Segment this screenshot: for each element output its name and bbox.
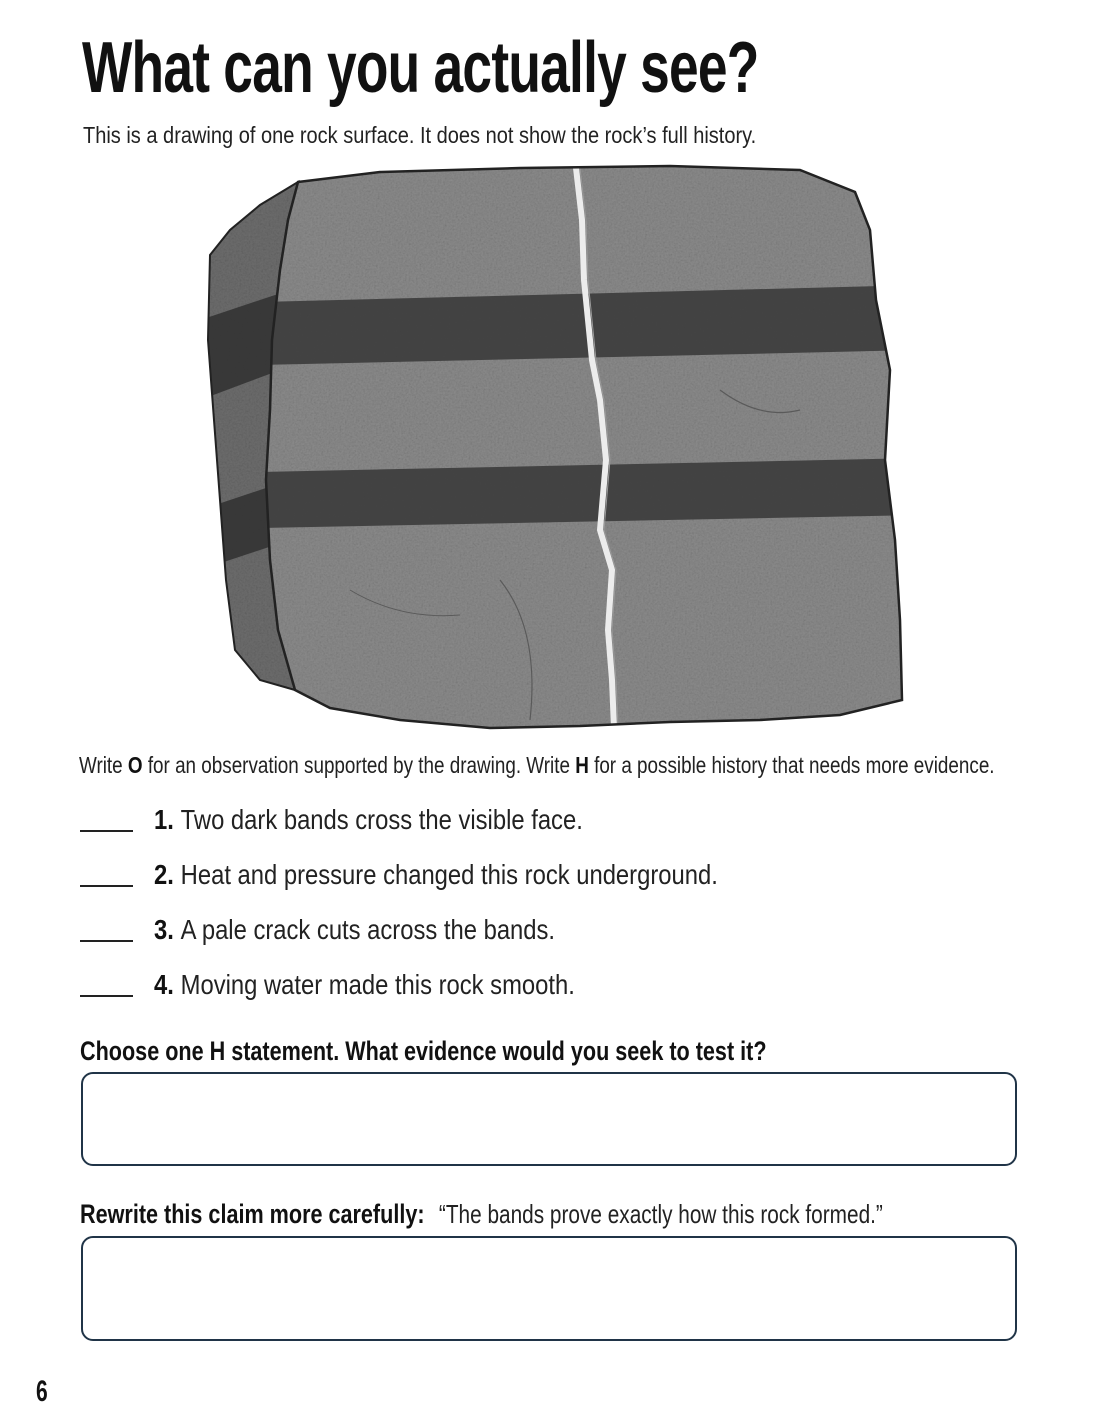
- rewrite-answer-box[interactable]: [81, 1236, 1017, 1341]
- item-text: Two dark bands cross the visible face.: [180, 804, 583, 835]
- page-title: What can you actually see?: [82, 28, 759, 108]
- list-item: [80, 967, 1020, 1022]
- item-number: 3.: [154, 914, 174, 945]
- instructions: Write O for an observation supported by the drawing. Write H for a possible history that needs more evidence.: [79, 752, 995, 778]
- list-item: [80, 857, 1020, 912]
- list-item: [80, 912, 1020, 967]
- item-text: Moving water made this rock smooth.: [180, 969, 575, 1000]
- rewrite-label: Rewrite this claim more carefully:: [80, 1199, 425, 1229]
- answer-blank-4[interactable]: [80, 995, 133, 997]
- answer-blank-1[interactable]: [80, 830, 133, 832]
- history-letter: H: [575, 752, 589, 778]
- claim-quote: “The bands prove exactly how this rock formed.”: [438, 1199, 883, 1229]
- banded-rock-illustration: [200, 160, 920, 740]
- item-number: 2.: [154, 859, 174, 890]
- answer-blank-2[interactable]: [80, 885, 133, 887]
- statement-list: [80, 802, 1020, 1022]
- page-subtitle: This is a drawing of one rock surface. It does not show the rock’s full history.: [83, 122, 757, 148]
- item-number: 1.: [154, 804, 174, 835]
- evidence-answer-box[interactable]: [81, 1072, 1017, 1166]
- page-number: 6: [36, 1375, 48, 1408]
- rewrite-question: [80, 1197, 883, 1231]
- answer-blank-3[interactable]: [80, 940, 133, 942]
- item-number: 4.: [154, 969, 174, 1000]
- evidence-question: Choose one H statement. What evidence would you seek to test it?: [80, 1036, 767, 1066]
- item-text: A pale crack cuts across the bands.: [180, 914, 556, 945]
- item-text: Heat and pressure changed this rock underground.: [180, 859, 718, 890]
- list-item: [80, 802, 1020, 857]
- observation-letter: O: [127, 752, 143, 778]
